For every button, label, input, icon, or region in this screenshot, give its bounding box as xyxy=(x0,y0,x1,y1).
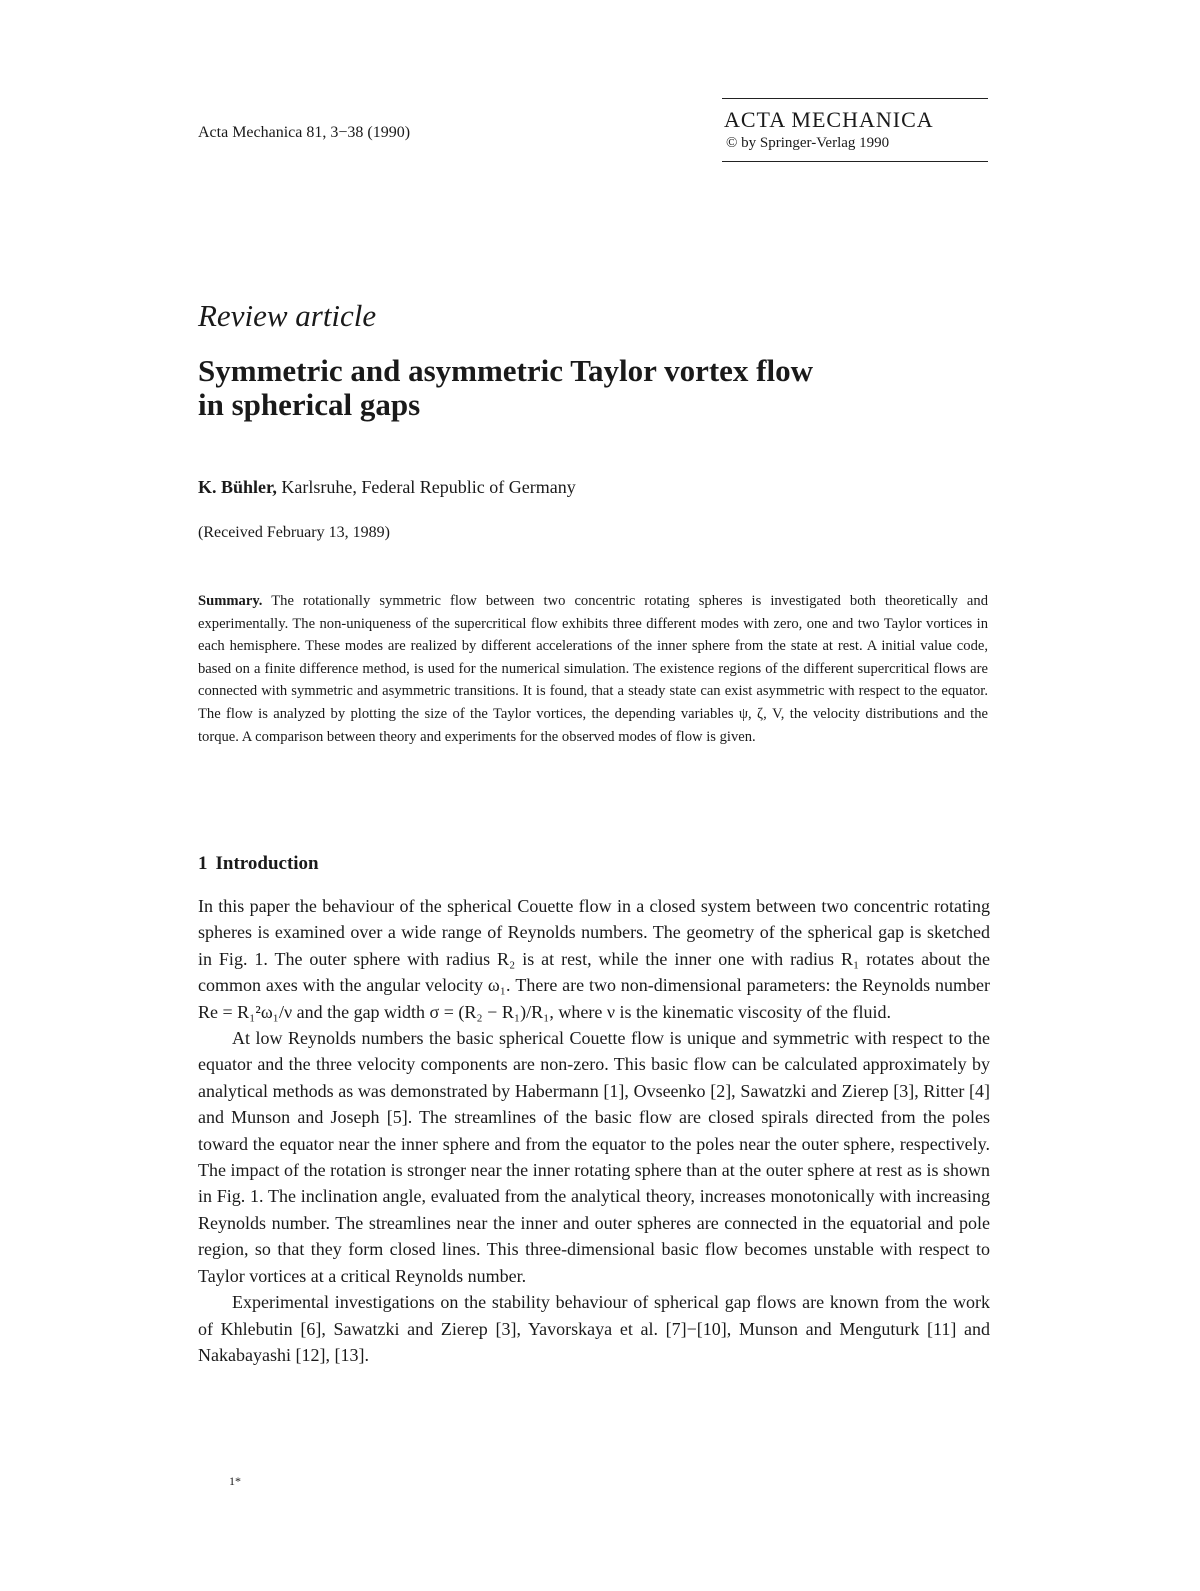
summary-label: Summary. xyxy=(198,593,263,609)
section-number: 1 xyxy=(198,853,208,874)
page-number: 1* xyxy=(229,1474,241,1488)
title-line-2: in spherical gaps xyxy=(198,387,421,422)
section-title: Introduction xyxy=(215,853,319,874)
paragraph: At low Reynolds numbers the basic spherical Couette flow is unique and symmetric with respect to the equator and the three velocity components are non-zero. This basic flow can be calculated approximately by analytical methods as was demonstrated by Habermann [1], Ovseenko [2], Sawatzki and Zierep [3], Ritter [4] and Munson and Joseph [5]. The streamlines of the basic flow are closed spirals directed from the poles toward the equator near the inner sphere and from the equator to the poles near the outer sphere, respectively. The impact of the rotation is stronger near the inner rotating sphere than at the outer sphere at rest as is shown in Fig. 1. The inclination angle, evaluated from the analytical theory, increases monotonically with increasing Reynolds number. The streamlines near the inner and outer spheres are connected in the equatorial and pole region, so that they form closed lines. This three-dimensional basic flow becomes unstable with respect to Taylor vortices at a critical Reynolds number. xyxy=(198,1028,990,1286)
received-date: (Received February 13, 1989) xyxy=(198,524,390,541)
body-text xyxy=(198,893,990,1368)
section-heading xyxy=(198,853,319,875)
title-line-1: Symmetric and asymmetric Taylor vortex flow xyxy=(198,353,814,388)
paragraph: Experimental investigations on the stability behaviour of spherical gap flows are known from the work of Khlebutin [6], Sawatzki and Zierep [3], Yavorskaya et al. [7]−[10], Munson and Menguturk [11] and Nakabayashi [12], [13]. xyxy=(198,1292,990,1365)
summary-abstract xyxy=(198,590,988,748)
journal-name: ACTA MECHANICA xyxy=(724,107,934,132)
author-line xyxy=(198,477,576,498)
journal-masthead xyxy=(722,98,988,162)
paragraph: In this paper the behaviour of the spherical Couette flow in a closed system between two concentric rotating spheres is examined over a wide range of Reynolds numbers. The geometry of the spherical gap is sketched in Fig. 1. The outer sphere with radius R₂ is at rest, while the inner one with radius R₁ rotates about the common axes with the angular velocity ω₁. There are two non-dimensional parameters: the Reynolds number Re = R₁²ω₁/ν and the gap width σ = (R₂ − R₁)/R₁, where ν is the kinematic viscosity of the fluid. xyxy=(198,896,990,1022)
author-name: K. Bühler, xyxy=(198,477,277,497)
article-title xyxy=(198,354,958,422)
copyright-notice: © by Springer-Verlag 1990 xyxy=(726,135,890,151)
journal-citation: Acta Mechanica 81, 3−38 (1990) xyxy=(198,124,411,141)
summary-text: The rotationally symmetric flow between two concentric rotating spheres is investigated both theoretically and experimentally. The non-uniqueness of the supercritical flow exhibits three different modes with zero, one and two Taylor vortices in each hemisphere. These modes are realized by different accelerations of the inner sphere from the state at rest. A initial value code, based on a finite difference method, is used for the numerical simulation. The existence regions of the different supercritical flows are connected with symmetric and asymmetric transitions. It is found, that a steady state can exist asymmetric with respect to the equator. The flow is analyzed by plotting the size of the Taylor vortices, the depending variables ψ, ζ, V, the velocity distributions and the torque. A comparison between theory and experiments for the observed modes of flow is given. xyxy=(198,593,988,745)
author-affiliation: Karlsruhe, Federal Republic of Germany xyxy=(281,477,576,497)
article-type: Review article xyxy=(198,298,377,333)
